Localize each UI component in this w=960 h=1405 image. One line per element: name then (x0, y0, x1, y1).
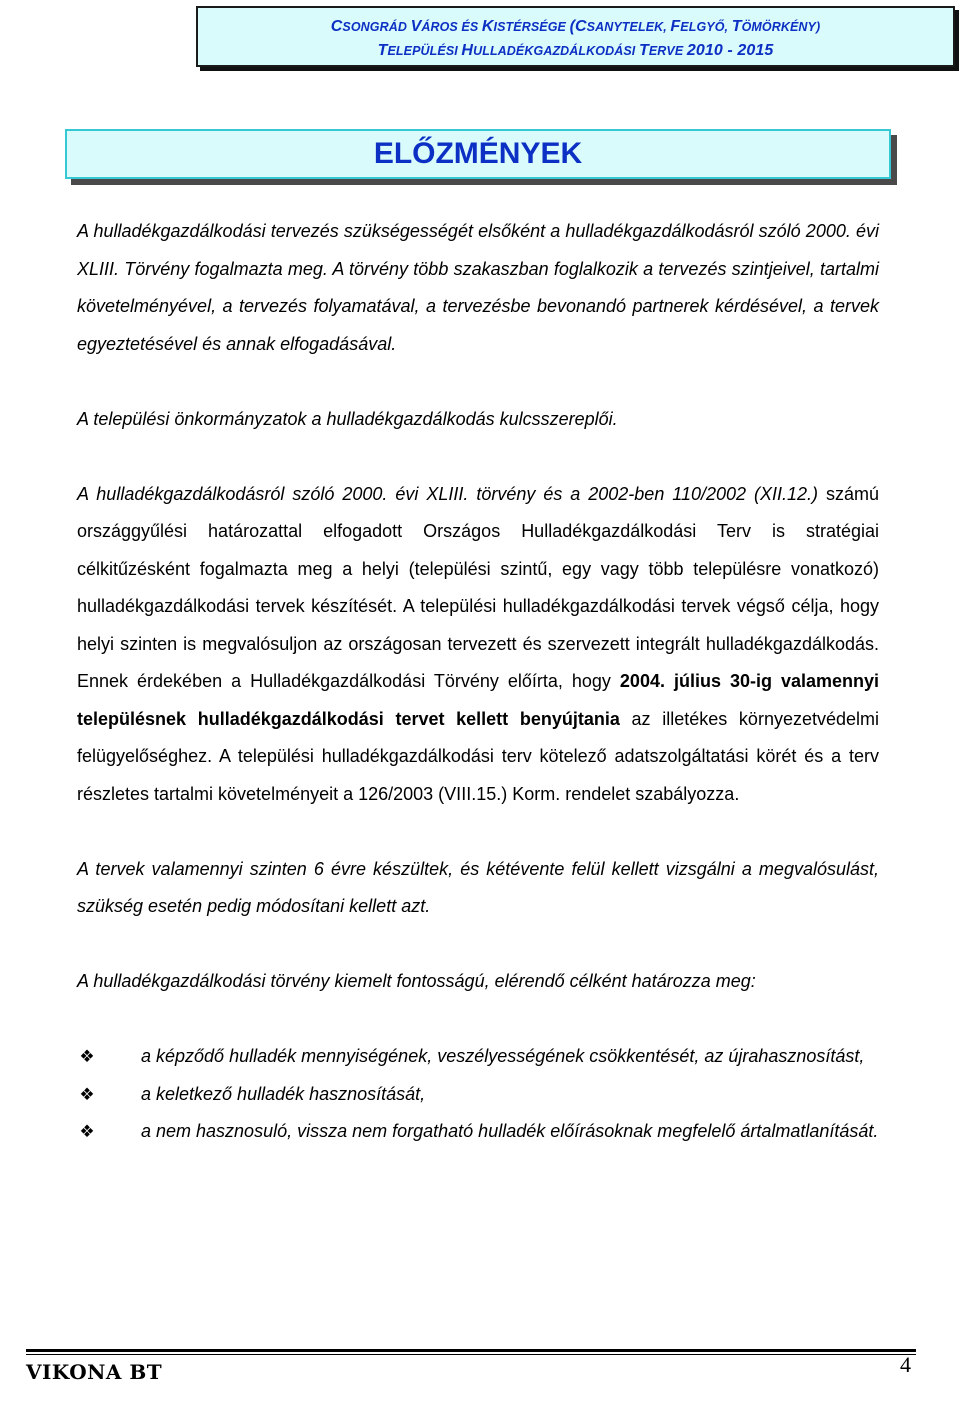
paragraph-3-goal: A települési hulladékgazdálkodási tervek végső célja, hogy helyi szinten is megvalósuljon az országosan tervezett és szervezett integrált hulladékgazdálkodás. Ennek érdekében a Hulladékgazdálkodási Törvény előírta, hogy (77, 596, 879, 691)
header-text-part: ELEPÜLÉSI (387, 44, 462, 58)
header-text-part: T (638, 42, 649, 59)
header-text-part: ELGYŐ, (680, 20, 732, 34)
header-text-part: T (731, 18, 742, 35)
paragraph-5: A hulladékgazdálkodási törvény kiemelt fontosságú, elérendő célként határozza meg: (77, 971, 756, 991)
footer-brand: VIKONA BT (26, 1360, 163, 1384)
header-text-part: ULLADÉKGAZDÁLKODÁSI (473, 44, 639, 58)
document-header (196, 6, 955, 67)
diamond-bullet-icon: ❖ (79, 1047, 95, 1066)
header-text-part: ÖMÖRKÉNY) (741, 20, 821, 34)
footer-divider (26, 1349, 916, 1352)
diamond-bullet-icon: ❖ (79, 1122, 95, 1141)
header-text-part: K (481, 18, 494, 35)
paragraph-3-deadline: 2004. július 30-ig valamennyi településnek hulladékgazdálkodási tervet kellett benyújtania (77, 671, 879, 729)
header-line-2 (198, 42, 953, 60)
header-text-part: V (410, 18, 422, 35)
diamond-bullet-icon: ❖ (79, 1084, 95, 1104)
header-line-1 (198, 18, 953, 36)
footer-divider-thin (26, 1354, 916, 1355)
header-text-part: ÁROS ÉS (421, 20, 482, 34)
paragraph-2: A települési önkormányzatok a hulladékgazdálkodás kulcsszereplői. (77, 408, 618, 429)
header-text-part: SONGRÁD (342, 20, 411, 34)
header-text-part: F (670, 18, 681, 35)
header-text-part: C (330, 18, 343, 35)
document-body (77, 213, 879, 1151)
header-text-part: 2010 - 2015 (686, 42, 774, 59)
list-item (77, 1076, 879, 1114)
header-text-part: SANYTELEK, (586, 20, 671, 34)
header-text-part: H (461, 42, 474, 59)
list-item (77, 1113, 879, 1151)
section-title-box (65, 129, 891, 179)
paragraph-3-lead: A hulladékgazdálkodásról szóló 2000. évi XLIII. törvény és a 2002-ben 110/2002 (XII.12.) (77, 483, 819, 504)
paragraph-1: A hulladékgazdálkodási tervezés szükségességét elsőként a hulladékgazdálkodásról szóló 2000. évi XLIII. Törvény fogalmazta meg. A törvény több szakaszban foglalkozik a tervezés szintjeivel, tartalmi követelményével, a tervezés folyamatával, a tervezésbe bevonandó partnerek kérdésével, a tervek egyeztetésével és annak elfogadásával. (77, 221, 879, 354)
header-text-part: ISTÉRSÉGE (493, 20, 570, 34)
paragraph-3 (77, 476, 879, 814)
page-title: ELŐZMÉNYEK (373, 137, 583, 170)
paragraph-4: A tervek valamennyi szinten 6 évre készültek, és kétévente felül kellett vizsgálni a megvalósulást, szükség esetén pedig módosítani kellett azt. (77, 858, 879, 916)
header-text-part: (C (569, 18, 587, 35)
goal-list (77, 1038, 879, 1151)
list-item-text: a képződő hulladék mennyiségének, veszélyességének csökkentését, az újrahasznosítást, (141, 1046, 865, 1066)
list-item-text: a nem hasznosuló, vissza nem forgatható hulladék előírásoknak megfelelő ártalmatlanítását. (141, 1121, 879, 1141)
list-item-text: a keletkező hulladék hasznosítását, (141, 1083, 426, 1104)
paragraph-3-tail: az illetékes környezetvédelmi felügyelőséghez. A települési hulladékgazdálkodási terv kötelező adatszolgáltatási körét és a terv részletes tartalmi követelményeit a 126/2003 (VIII.15.) Korm. rendelet szabályozza. (77, 708, 879, 804)
header-text-part: T (377, 42, 388, 59)
paragraph-3-body: számú országgyűlési határozattal elfogadott Országos Hulladékgazdálkodási Terv is stratégiai célkitűzésként fogalmazta meg a helyi (települési szintű, egy vagy több településre vonatkozó) hulladékgazdálkodási tervek készítését. (77, 483, 879, 616)
page-number: 4 (900, 1352, 911, 1377)
list-item (77, 1038, 879, 1076)
header-text-part: ERVE (648, 44, 687, 58)
